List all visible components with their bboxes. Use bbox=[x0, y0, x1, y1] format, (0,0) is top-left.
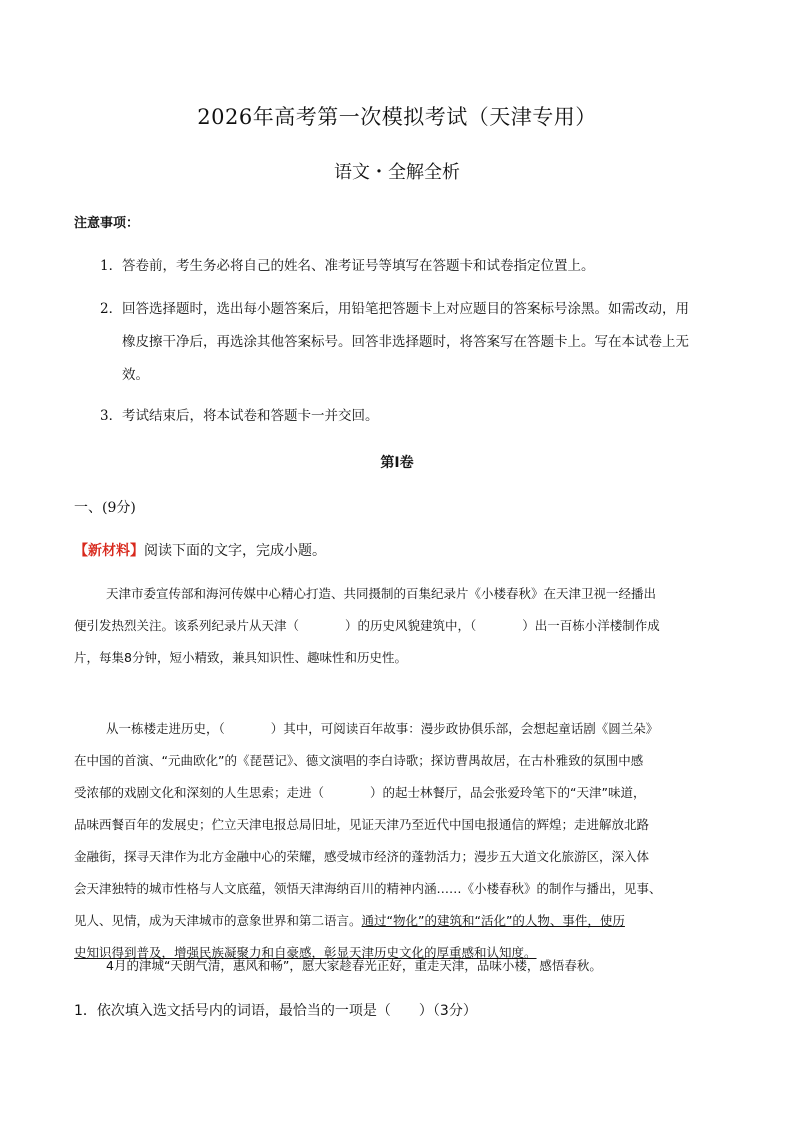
notice-item-number: 2． bbox=[100, 301, 123, 317]
question-1: 1．依次填入选文括号内的词语，最恰当的一项是（ ）（3分） bbox=[74, 1003, 477, 1019]
passage-line: ）的历史风貌建筑中，（ bbox=[345, 618, 477, 633]
passage-paragraph-3 bbox=[74, 950, 724, 982]
instruction bbox=[74, 540, 326, 560]
notice-item-1 bbox=[100, 250, 730, 283]
page-title: 2026年高考第一次模拟考试（天津专用） bbox=[197, 105, 597, 129]
passage-line: 片，每集8分钟，短小精致，兼具知识性、趣味性和历史性。 bbox=[74, 650, 407, 665]
instruction-text: 阅读下面的文字，完成小题。 bbox=[144, 543, 326, 559]
notice-item-text: 答卷前，考生务必将自己的姓名、准考证号等填写在答题卡和试卷指定位置上。 bbox=[122, 258, 595, 274]
passage-line: 便引发热烈关注。该系列纪录片从天津（ bbox=[74, 618, 300, 633]
passage-line: 金融街，探寻天津作为北方金融中心的荣耀，感受城市经济的蓬勃活力；漫步五大道文化旅游区，深入体 bbox=[74, 849, 650, 864]
passage-line: ）出一百栋小洋楼制作成 bbox=[522, 618, 660, 633]
notice-item-number: 3． bbox=[100, 408, 123, 424]
passage-line: 受浓郁的戏剧文化和深刻的人生思索；走进（ bbox=[74, 785, 325, 800]
passage-line: 4月的津城“天朗气清，惠风和畅”，愿大家趁春光正好，重走天津，品味小楼，感悟春秋。 bbox=[106, 958, 602, 973]
page-subtitle: 语文・全解全析 bbox=[334, 162, 460, 183]
notice-item-text: 效。 bbox=[122, 367, 149, 383]
notice-heading: 注意事项： bbox=[74, 216, 140, 231]
notice-item-text: 考试结束后，将本试卷和答题卡一并交回。 bbox=[122, 408, 379, 424]
notice-item-text: 回答选择题时，选出每小题答案后，用铅笔把答题卡上对应题目的答案标号涂黑。如需改动，用 bbox=[122, 301, 689, 317]
passage-line: 从一栋楼走进历史，（ bbox=[106, 721, 225, 736]
passage-line: 在中国的首演、“元曲欧化”的《琵琶记》、德文演唱的李白诗歌；探访曹禺故居，在古朴雅致的氛围中感 bbox=[74, 753, 644, 768]
passage-line: ）的起士林餐厅，品会张爱玲笔下的“天津”味道， bbox=[370, 785, 646, 800]
passage-line: 品味西餐百年的发展史；伫立天津电报总局旧址，见证天津乃至近代中国电报通信的辉煌；走进解放北路 bbox=[74, 817, 650, 832]
passage-line: 会天津独特的城市性格与人文底蕴，领悟天津海纳百川的精神内涵……《小楼春秋》的制作与播出，见事、 bbox=[74, 881, 662, 896]
notice-item-number: 1． bbox=[100, 258, 123, 274]
notice-item-text: 橡皮擦干净后，再选涂其他答案标号。回答非选择题时，将答案写在答题卡上。写在本试卷上无 bbox=[122, 334, 689, 350]
section-title: 第Ⅰ卷 bbox=[380, 455, 414, 471]
part-heading: 一、(9分) bbox=[74, 500, 136, 516]
passage-paragraph-2 bbox=[74, 713, 724, 969]
underlined-sentence: 通过“物化”的建筑和“活化”的人物、事件，使历 bbox=[361, 913, 625, 928]
notice-item-2 bbox=[100, 293, 730, 392]
passage-paragraph-1 bbox=[74, 578, 724, 674]
notice-item-3 bbox=[100, 400, 730, 433]
passage-line: 天津市委宣传部和海河传媒中心精心打造、共同摄制的百集纪录片《小楼春秋》在天津卫视一经播出 bbox=[106, 586, 657, 601]
underlined-sentence: 史知识得到普及，增强民族凝聚力和自豪感，彰显天津历史文化的厚重感和认知度。 bbox=[74, 945, 537, 960]
passage-line: 见人、见情，成为天津城市的意象世界和第二语言。 bbox=[74, 913, 362, 928]
new-material-tag: 【新材料】 bbox=[74, 543, 144, 559]
passage-line: ）其中，可阅读百年故事：漫步政协俱乐部，会想起童话剧《圆兰朵》 bbox=[270, 721, 659, 736]
